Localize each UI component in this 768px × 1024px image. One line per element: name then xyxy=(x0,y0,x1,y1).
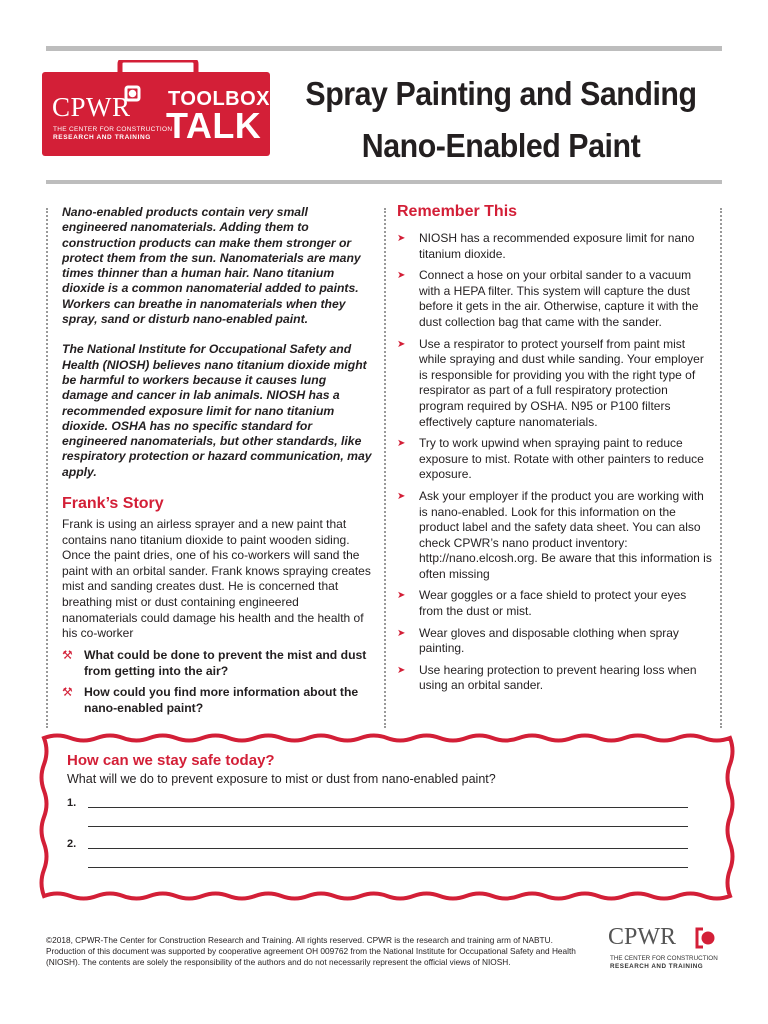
tools-icon: ⚒ xyxy=(62,647,73,662)
top-divider xyxy=(46,46,722,51)
list-item-text: NIOSH has a recommended exposure limit for nano titanium dioxide. xyxy=(419,231,695,261)
header-divider xyxy=(46,180,722,184)
list-item-text: Ask your employer if the product you are working with is nano-enabled. Look for this information on the product label and the safety data sheet. You can also check CPWR’s nano product inventory: http://nano.elcosh.org. Be aware that this information is often missing xyxy=(419,488,712,581)
answer-line[interactable] xyxy=(88,826,688,827)
cpwr-bracket-icon xyxy=(694,927,716,949)
footer-logo xyxy=(608,924,728,974)
arrow-bullet-icon: ➤ xyxy=(397,270,406,282)
list-item xyxy=(397,436,713,483)
footer-logo-name: CPWR xyxy=(608,924,677,950)
footer-logo-sub1: THE CENTER FOR CONSTRUCTION xyxy=(610,955,718,962)
arrow-bullet-icon: ➤ xyxy=(397,438,406,450)
remember-heading: Remember This xyxy=(397,203,518,220)
center-dotted-rule xyxy=(384,208,386,728)
list-item xyxy=(397,663,713,694)
toolbox-talk-logo xyxy=(42,60,270,156)
logo-toolbox: TOOLBOX xyxy=(168,88,271,110)
story-body: Frank is using an airless sprayer and a new paint that contains nano titanium dioxide to paint wooden siding. Once the paint dries, one of his co-workers will sand the paint with an orbital sander. Frank knows spraying creates mist and sanding creates dust. He is concerned that breathing mist or dust containing engineered nanomaterials could damage his health and the health of his co-worker xyxy=(62,517,371,641)
answer-line[interactable] xyxy=(88,848,688,849)
list-item-text: Wear goggles or a face shield to protect your eyes from the dust or mist. xyxy=(419,588,687,619)
arrow-bullet-icon: ➤ xyxy=(397,233,406,244)
list-item xyxy=(397,489,713,583)
answer-number-1: 1. xyxy=(67,797,77,809)
logo-org-sub2: RESEARCH AND TRAINING xyxy=(53,134,151,141)
intro-paragraph-2: The National Institute for Occupational Safety and Health (NIOSH) believes nano titanium dioxide might be harmful to workers because it causes lung damage and cancer in lab animals. NIOSH has a recommended exposure limit for nano titanium dioxide. OSHA has no specific standard for engineered nanomaterials, but other standards, like respiratory protection or hazard communication, may apply. xyxy=(62,342,372,479)
title-line1: Spray Painting and Sanding xyxy=(305,75,697,112)
arrow-bullet-icon: ➤ xyxy=(397,664,406,676)
list-item xyxy=(397,588,713,619)
list-item-text: Use hearing protection to prevent hearing loss when using an orbital sander. xyxy=(419,662,697,693)
list-item-text: Try to work upwind when spraying paint to reduce exposure to mist. Rotate with other painters to reduce exposure. xyxy=(419,436,704,482)
answer-line[interactable] xyxy=(88,807,688,808)
list-item-text: Connect a hose on your orbital sander to a vacuum with a HEPA filter. This system will capture the dust before it gets in the air. Otherwise, capture it with the dust collection bag that came with the sander. xyxy=(419,268,699,329)
list-item xyxy=(397,626,713,657)
title-line2: Nano-Enabled Paint xyxy=(361,127,641,164)
stay-safe-heading: How can we stay safe today? xyxy=(67,752,275,769)
answer-line[interactable] xyxy=(88,867,688,868)
story-question xyxy=(62,684,372,716)
footer-text: ©2018, CPWR-The Center for Construction Research and Training. All rights reserved. CPWR is the research and training arm of NABTU. Production of this document was supported by cooperative agreement OH 009762 from the National Institute for Occupational Safety and Health (NIOSH). The contents are solely the responsibility of the authors and do not necessarily represent the official views of NIOSH. xyxy=(46,935,576,967)
story-question-text: What could be done to prevent the mist and dust from getting into the air? xyxy=(84,647,367,678)
right-column xyxy=(397,203,713,700)
left-dotted-rule xyxy=(46,208,48,728)
logo-talk: TALK xyxy=(166,105,262,146)
logo-org-name: CPWR xyxy=(52,92,131,122)
arrow-bullet-icon: ➤ xyxy=(397,590,406,602)
story-question-text: How could you find more information about the nano-enabled paint? xyxy=(84,684,359,715)
tools-icon: ⚒ xyxy=(62,684,73,699)
list-item xyxy=(397,268,713,330)
story-question xyxy=(62,647,372,679)
remember-list xyxy=(397,231,713,694)
list-item xyxy=(397,231,713,262)
intro xyxy=(62,205,372,480)
story-heading: Frank’s Story xyxy=(62,495,164,513)
list-item-text: Wear gloves and disposable clothing when spray painting. xyxy=(419,625,679,656)
logo-org-sub1: THE CENTER FOR CONSTRUCTION xyxy=(53,126,173,133)
intro-paragraph-1: Nano-enabled products contain very small engineered nanomaterials. Adding them to construction products can make them stronger or protect them from the sun. Nanomaterials are many times thinner than a human hair. Nano titanium dioxide is a common nanomaterial added to paints. Workers can breathe in nanomaterials when they spray, sand or disturb nano-enabled paint. xyxy=(62,205,361,327)
list-item xyxy=(397,337,713,431)
answer-number-2: 2. xyxy=(67,838,77,850)
arrow-bullet-icon: ➤ xyxy=(397,627,406,639)
arrow-bullet-icon: ➤ xyxy=(397,490,406,502)
page-title xyxy=(290,68,711,172)
right-dotted-rule xyxy=(720,208,722,728)
stay-safe-question: What will we do to prevent exposure to mist or dust from nano-enabled paint? xyxy=(67,772,496,786)
arrow-bullet-icon: ➤ xyxy=(397,338,406,350)
list-item-text: Use a respirator to protect yourself from paint mist while spraying and dust while sanding. Your employer is responsible for providing you with the right type of respirator as part of a full respiratory protection program required by OSHA. N95 or P100 filters effectively capture nanomaterials. xyxy=(419,336,704,429)
left-column xyxy=(62,205,372,721)
footer-logo-sub2: RESEARCH AND TRAINING xyxy=(610,963,704,970)
